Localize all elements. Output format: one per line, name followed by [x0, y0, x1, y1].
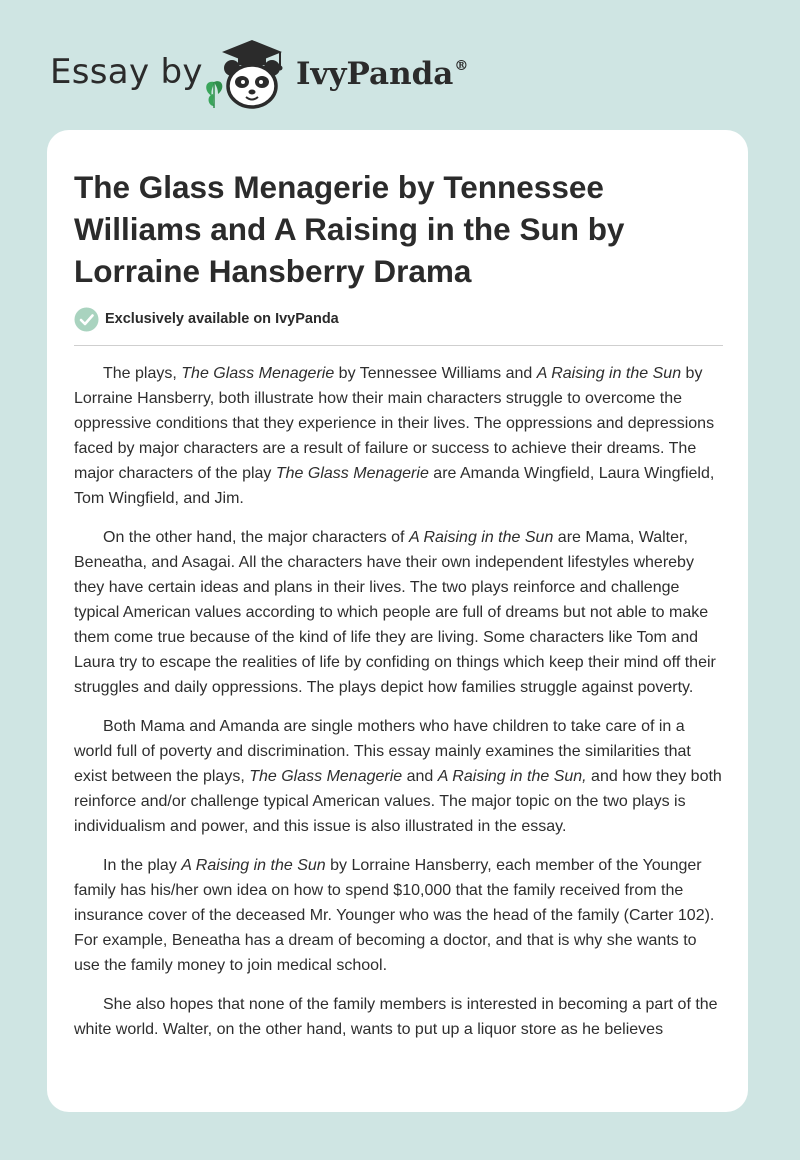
essay-paragraph	[74, 714, 726, 839]
paragraph-text: by Tennessee Williams and	[334, 365, 537, 382]
work-title-italic: The Glass Menagerie	[249, 768, 403, 785]
essay-card	[47, 130, 748, 1112]
paragraph-text: The plays,	[103, 365, 182, 382]
paragraph-text: by Lorraine Hansberry, both illustrate how their main characters struggle to overcome the oppressive conditions that they experience in their lives. The oppressions and depressions faced by major characters are a result of failure or success to achieve their dreams. The major characters of the play	[74, 365, 715, 482]
work-title-italic: A Raising in the Sun	[408, 529, 554, 546]
brand-logo-text: IvyPanda®	[296, 56, 469, 92]
work-title-italic: The Glass Menagerie	[275, 465, 429, 482]
work-title-italic: A Raising in the Sun	[536, 365, 682, 382]
paragraph-text: and how they both reinforce and/or challenge typical American values. The major topic on the two plays is individualism and power, and this issue is also illustrated in the essay.	[74, 768, 722, 835]
essay-paragraph	[74, 525, 726, 700]
paragraph-text: by Lorraine Hansberry, each member of the Younger family has his/her own idea on how to spend $10,000 that the family received from the insurance cover of the deceased Mr. Younger who was the head of the family (Carter 102). For example, Beneatha has a dream of becoming a doctor, and that is why she wants to use the family money to join medical school.	[74, 857, 715, 974]
ivy-leaf-icon	[206, 81, 222, 108]
work-title-italic: The Glass Menagerie	[181, 365, 335, 382]
divider	[74, 345, 723, 346]
paragraph-text: Both Mama and Amanda are single mothers who have children to take care of in a world full of poverty and discrimination. This essay mainly examines the similarities that exist between the plays,	[74, 718, 691, 785]
exclusive-badge-text: Exclusively available on IvyPanda	[105, 311, 339, 327]
work-title-italic: A Raising in the Sun	[181, 857, 326, 874]
essay-title: The Glass Menagerie by Tennessee Williams and A Raising in the Sun by Lorraine Hansberry Drama	[74, 169, 625, 289]
essay-paragraph	[74, 361, 726, 511]
essay-paragraph	[74, 853, 726, 978]
panda-graduate-icon	[200, 36, 300, 110]
work-title-italic: A Raising in the Sun,	[437, 768, 587, 785]
check-circle-icon	[74, 307, 99, 332]
paragraph-text: and	[402, 768, 438, 785]
exclusive-badge	[74, 306, 339, 332]
paragraph-text: On the other hand, the major characters of	[103, 529, 409, 546]
paragraph-text: are Mama, Walter, Beneatha, and Asagai. All the characters have their own independent lifestyles whereby they have certain ideas and plans in their lives. The two plays reinforce and challenge typical American values according to which people are full of dreams but not able to make them come true because of the kind of life they are living. Some characters like Tom and Laura try to escape the realities of life by confiding on things which keep their mind off their struggles and daily oppressions. The plays depict how families struggle against poverty.	[74, 529, 716, 696]
essay-paragraph	[74, 992, 726, 1042]
paragraph-text: She also hopes that none of the family members is interested in becoming a part of the white world. Walter, on the other hand, wants to put up a liquor store as he believes	[74, 996, 718, 1038]
paragraph-text: are Amanda Wingfield, Laura Wingfield, Tom Wingfield, and Jim.	[74, 465, 715, 507]
essay-body	[74, 361, 726, 1056]
essay-by-label: Essay by	[50, 52, 203, 92]
site-header	[50, 36, 510, 110]
paragraph-text: In the play	[103, 857, 182, 874]
